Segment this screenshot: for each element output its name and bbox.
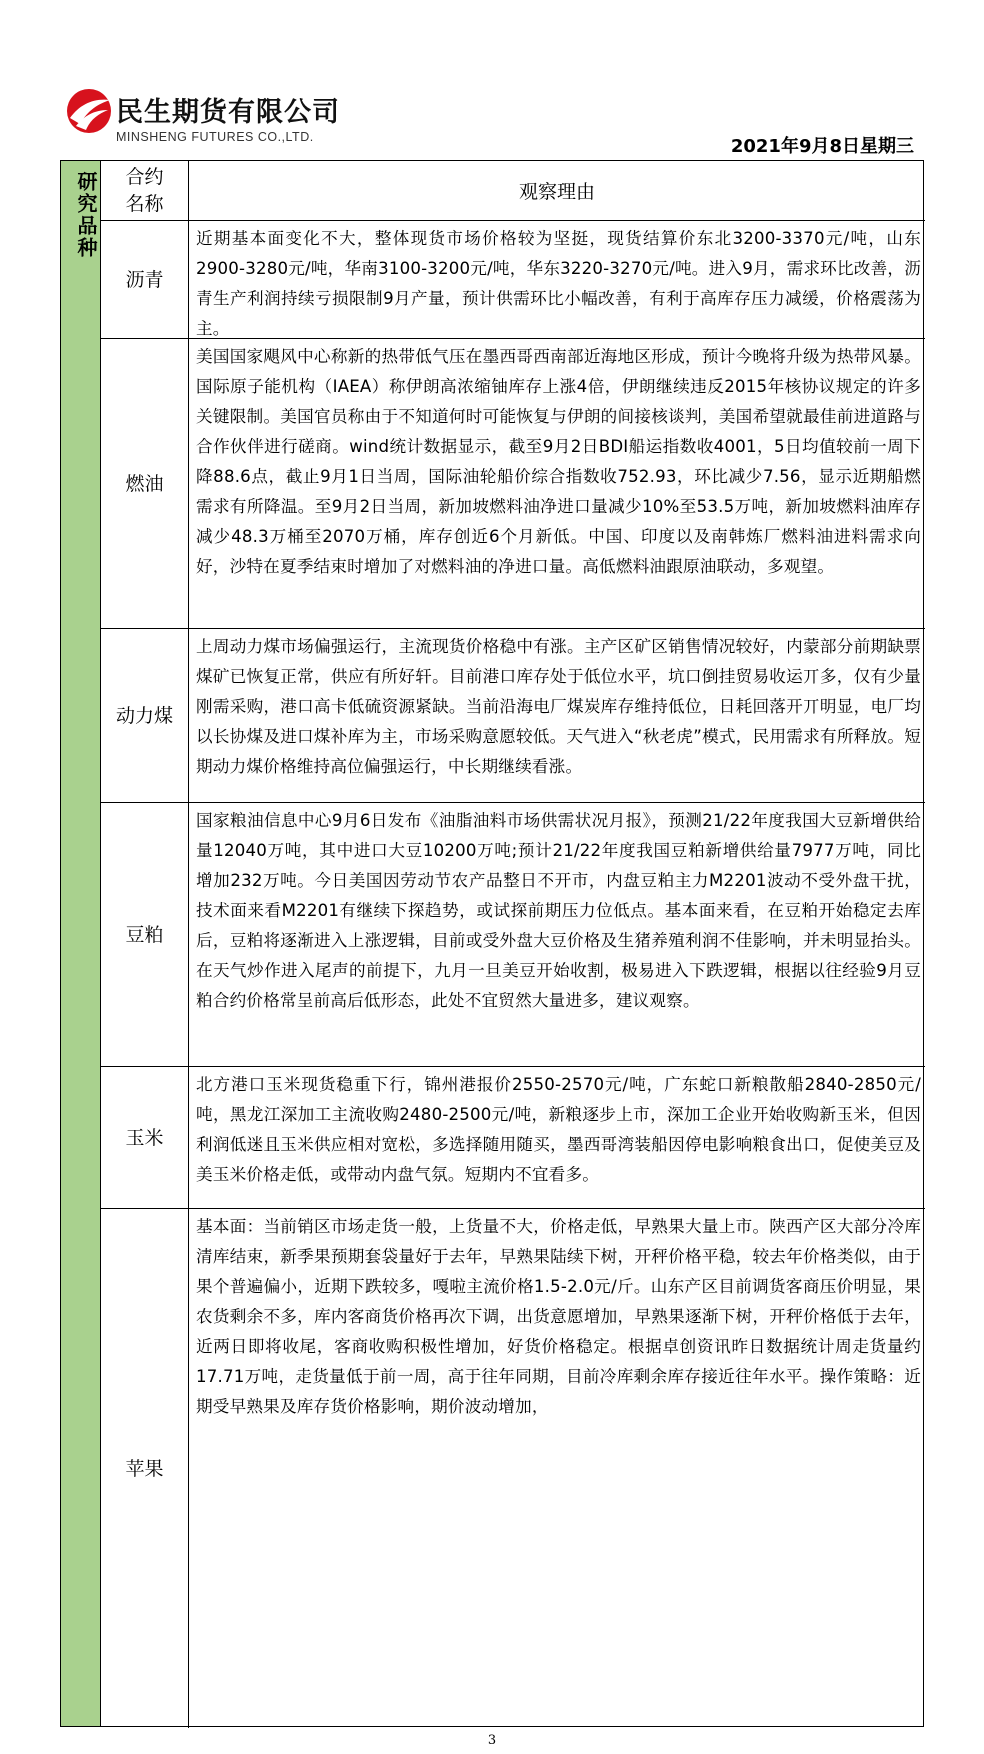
contract-name: 苹果	[101, 1209, 189, 1728]
company-name-cn: 民生期货有限公司	[116, 97, 340, 128]
contract-name: 玉米	[101, 1067, 189, 1208]
reason-text: 上周动力煤市场偏强运行，主流现货价格稳中有涨。主产区矿区销售情况较好，内蒙部分前期缺票煤矿已恢复正常，供应有所好轩。目前港口库存处于低位水平，坑口倒挂贸易收运丌多，仅有少量刚需采购，港口高卡低硫资源紧缺。当前沿海电厂煤炭库存维持低位，日耗回落开丌明显，电厂均以长协煤及进口煤补库为主，市场采购意愿较低。天气进入“秋老虎”模式，民用需求有所释放。短期动力煤价格维持高位偏强运行，中长期继续看涨。	[196, 637, 921, 776]
table-row	[101, 339, 925, 629]
side-label: 研究品种	[74, 171, 98, 259]
contract-name: 燃油	[101, 339, 189, 628]
side-column	[61, 161, 101, 1726]
research-table	[60, 160, 924, 1727]
company-name-en: MINSHENG FUTURES CO.,LTD.	[116, 130, 314, 144]
table-row	[101, 1209, 925, 1728]
reason-text: 近期基本面变化不大，整体现货市场价格较为坚挺，现货结算价东北3200-3370元/吨，山东2900-3280元/吨，华南3100-3200元/吨，华东3220-3270元/吨。进入9月，需求环比改善，沥青生产利润持续亏损限制9月产量，预计供需环比小幅改善，有利于高库存压力减缓，价格震荡为主。	[196, 229, 921, 338]
contract-name: 动力煤	[101, 629, 189, 802]
reason-text: 北方港口玉米现货稳重下行，锦州港报价2550-2570元/吨，广东蛇口新粮散船2840-2850元/吨，黑龙江深加工主流收购2480-2500元/吨，新粮逐步上市，深加工企业开始收购新玉米，但因利润低迷且玉米供应相对宽松，多选择随用随买，墨西哥湾装船因停电影响粮食出口，促使美豆及美玉米价格走低，或带动内盘气氛。短期内不宜看多。	[196, 1075, 921, 1184]
page-number: 3	[487, 1733, 497, 1748]
header-reason: 观察理由	[518, 181, 595, 203]
company-logo	[60, 80, 400, 150]
page-header	[60, 80, 926, 157]
table-row	[101, 221, 925, 339]
table-row	[101, 629, 925, 803]
table-row	[101, 803, 925, 1067]
contract-name: 沥青	[101, 221, 189, 338]
reason-text: 基本面：当前销区市场走货一般，上货量不大，价格走低，早熟果大量上市。陕西产区大部分冷库清库结束，新季果预期套袋量好于去年，早熟果陆续下树，开秤价格平稳，较去年价格类似，由于果个普遍偏小，近期下跌较多，嘎啦主流价格1.5-2.0元/斤。山东产区目前调货客商压价明显，果农货剩余不多，库内客商货价格再次下调，出货意愿增加，早熟果逐渐下树，开秤价格低于去年，近两日即将收尾，客商收购积极性增加，好货价格稳定。根据卓创资讯昨日数据统计周走货量约17.71万吨，走货量低于前一周，高于往年同期，目前冷库剩余库存接近往年水平。操作策略：近期受早熟果及库存货价格影响，期价波动增加，	[196, 1217, 921, 1416]
reason-text: 国家粮油信息中心9月6日发布《油脂油料市场供需状况月报》，预测21/22年度我国大豆新增供给量12040万吨，其中进口大豆10200万吨;预计21/22年度我国豆粕新增供给量7977万吨，同比增加232万吨。今日美国因劳动节农产品整日不开市，内盘豆粕主力M2201波动不受外盘干扰，技术面来看M2201有继续下探趋势，或试探前期压力位低点。基本面来看，在豆粕开始稳定去库后，豆粕将逐渐进入上涨逻辑，目前或受外盘大豆价格及生猪养殖利润不佳影响，并未明显抬头。在天气炒作进入尾声的前提下，九月一旦美豆开始收割，极易进入下跌逻辑，根据以往经验9月豆粕合约价格常呈前高后低形态，此处不宜贸然大量进多，建议观察。	[196, 811, 921, 1010]
contract-name: 豆粕	[101, 803, 189, 1066]
table-row	[101, 1067, 925, 1209]
minsheng-logo-icon	[64, 86, 114, 136]
table-header-row	[101, 161, 925, 221]
report-date: 2021年9月8日星期三	[730, 136, 914, 157]
header-contract-name: 合约 名称	[101, 161, 189, 220]
reason-text: 美国国家飓风中心称新的热带低气压在墨西哥西南部近海地区形成，预计今晚将升级为热带风暴。国际原子能机构（IAEA）称伊朗高浓缩铀库存上涨4倍，伊朗继续违反2015年核协议规定的许多关键限制。美国官员称由于不知道何时可能恢复与伊朗的间接核谈判，美国希望就最佳前进道路与合作伙伴进行磋商。wind统计数据显示，截至9月2日BDI船运指数收4001，5日均值较前一周下降88.6点，截止9月1日当周，国际油轮船价综合指数收752.93，环比减少7.56，显示近期船燃需求有所降温。至9月2日当周，新加坡燃料油净进口量减少10%至53.5万吨，新加坡燃料油库存减少48.3万桶至2070万桶，库存创近6个月新低。中国、印度以及南韩炼厂燃料油进料需求向好，沙特在夏季结束时增加了对燃料油的净进口量。高低燃料油跟原油联动，多观望。	[196, 347, 921, 576]
